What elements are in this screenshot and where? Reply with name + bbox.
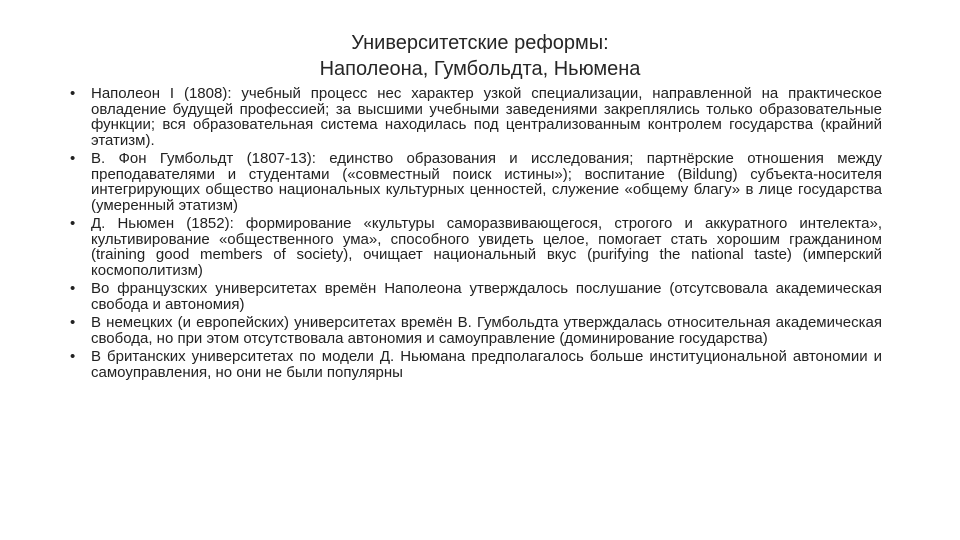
bullet-item-napoleon	[70, 86, 882, 148]
bullet-item-humboldt	[70, 151, 882, 213]
bullet-item-french-universities	[70, 281, 882, 312]
bullet-icon: •	[70, 150, 76, 167]
bullet-list	[70, 86, 882, 383]
bullet-item-german-universities	[70, 315, 882, 346]
slide-title-line-1: Университетские реформы:	[351, 32, 609, 54]
bullet-text: Во французских университетах времён Наполеона утверждалось послушание (отсутсвовала академическая свобода и автономия)	[91, 280, 882, 313]
bullet-icon: •	[70, 215, 76, 232]
bullet-icon: •	[70, 85, 76, 102]
bullet-text: В немецких (и европейских) университетах времён В. Гумбольдта утверждалась относительная академическая свобода, но при этом отсутствовала автономия и самоуправление (доминирование государства)	[91, 314, 882, 347]
bullet-icon: •	[70, 314, 76, 331]
bullet-item-british-universities	[70, 349, 882, 380]
bullet-text: Наполеон I (1808): учебный процесс нес характер узкой специализации, направленной на практическое овладение будущей профессией; за высшими учебными заведениями закреплялись только образовательные функции; вся образовательная система находилась под централизованным контролем государства (крайний этатизм).	[91, 85, 882, 149]
bullet-text: В британских университетах по модели Д. Ньюмана предполагалось больше институциональной автономии и самоуправления, но они не были популярны	[91, 348, 882, 381]
slide-title-line-2: Наполеона, Гумбольдта, Ньюмена	[319, 58, 641, 80]
bullet-text: Д. Ньюмен (1852): формирование «культуры саморазвивающегося, строгого и аккуратного интелекта», культивирование «общественного ума», способного увидеть целое, помогает стать хорошим гражданином (training good members of society), очищает национальный вкус (purifying the national taste) (имперский космополитизм)	[91, 215, 882, 279]
bullet-text: В. Фон Гумбольдт (1807-13): единство образования и исследования; партнёрские отношения между преподавателями и студентами («совместный поиск истины»); воспитание (Bildung) субъекта-носителя интегрирующих общество национальных культурных ценностей, служение «общему благу» в лице государства (умеренный этатизм)	[91, 150, 882, 214]
bullet-item-newman	[70, 216, 882, 278]
slide-title	[180, 30, 780, 82]
bullet-icon: •	[70, 280, 76, 297]
bullet-icon: •	[70, 348, 76, 365]
